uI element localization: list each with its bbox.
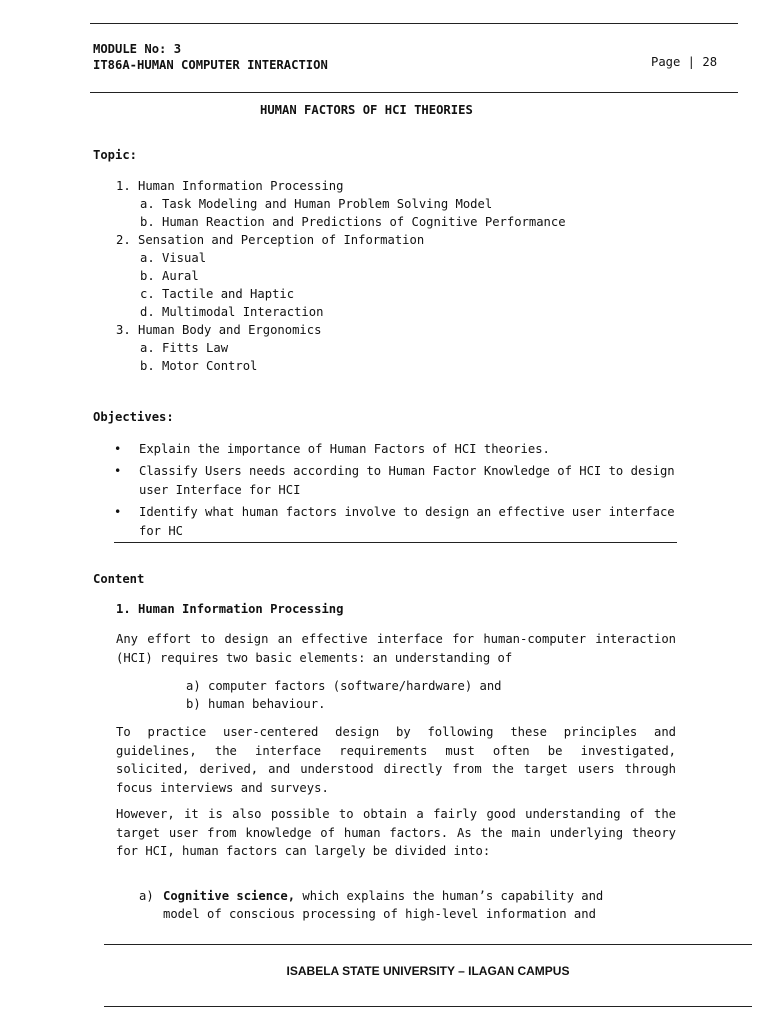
objective-text: Explain the importance of Human Factors of HCI theories.: [139, 442, 550, 456]
cognitive-science-term: Cognitive science,: [163, 889, 296, 903]
page-number: Page | 28: [651, 55, 718, 69]
objectives-rule: [114, 542, 677, 543]
objective-text: Identify what human factors involve to design an effective user interface for HC: [139, 505, 675, 538]
course-title: IT86A-HUMAN COMPUTER INTERACTION: [93, 58, 328, 72]
elements-list: [186, 677, 502, 713]
element-item: b) human behaviour.: [186, 697, 326, 711]
objectives-heading: Objectives:: [93, 410, 174, 424]
objective-item: [110, 462, 680, 500]
list-marker: a): [139, 889, 154, 903]
topic-subitem: d. Multimodal Interaction: [140, 305, 324, 319]
module-number: MODULE No: 3: [93, 42, 182, 56]
cognitive-science-line-2: model of conscious processing of high-level information and: [163, 907, 596, 921]
element-item: a) computer factors (software/hardware) and: [186, 679, 502, 693]
topic-item: 3. Human Body and Ergonomics: [116, 323, 322, 337]
objective-item: [110, 503, 680, 541]
topic-item: 2. Sensation and Perception of Information: [116, 233, 425, 247]
topic-subitem: a. Fitts Law: [140, 341, 229, 355]
topic-subitem: b. Motor Control: [140, 359, 258, 373]
paragraph-3: However, it is also possible to obtain a fairly good understanding of the target user from knowledge of human factors. As the main underlying theory for HCI, human factors can largely be divided into:: [116, 807, 676, 858]
header-bottom-rule: [90, 92, 738, 93]
section-title: 1. Human Information Processing: [116, 602, 344, 616]
objective-item: [110, 440, 680, 459]
cognitive-science-desc: which explains the human’s capability and: [295, 889, 604, 903]
topic-heading: Topic:: [93, 148, 138, 162]
bullet-icon: •: [114, 442, 122, 456]
paragraph-2: To practice user-centered design by following these principles and guidelines, the interface requirements must often be investigated, solicited, derived, and understood directly from the target users through focus interviews and surveys.: [116, 725, 676, 795]
topic-subitem: a. Visual: [140, 251, 207, 265]
footer-top-rule: [104, 944, 752, 945]
topic-item: 1. Human Information Processing: [116, 179, 344, 193]
paragraph-1: Any effort to design an effective interface for human-computer interaction (HCI) requires two basic elements: an understanding of: [116, 632, 676, 665]
objective-text: Classify Users needs according to Human Factor Knowledge of HCI to design user Interface for HCI: [139, 464, 675, 497]
topic-subitem: a. Task Modeling and Human Problem Solving Model: [140, 197, 493, 211]
footer-university: ISABELA STATE UNIVERSITY – ILAGAN CAMPUS: [286, 964, 570, 978]
topic-subitem: b. Human Reaction and Predictions of Cognitive Performance: [140, 215, 566, 229]
objectives-list: [110, 440, 680, 544]
topic-subitem: b. Aural: [140, 269, 199, 283]
bullet-icon: •: [114, 464, 122, 478]
footer-bottom-rule: [104, 1006, 752, 1007]
content-heading: Content: [93, 572, 145, 586]
header-top-rule: [90, 23, 738, 24]
cognitive-science-line-1: [163, 887, 603, 905]
bullet-icon: •: [114, 505, 122, 519]
page-title: HUMAN FACTORS OF HCI THEORIES: [260, 103, 473, 117]
topic-subitem: c. Tactile and Haptic: [140, 287, 295, 301]
topic-list: [116, 177, 566, 375]
